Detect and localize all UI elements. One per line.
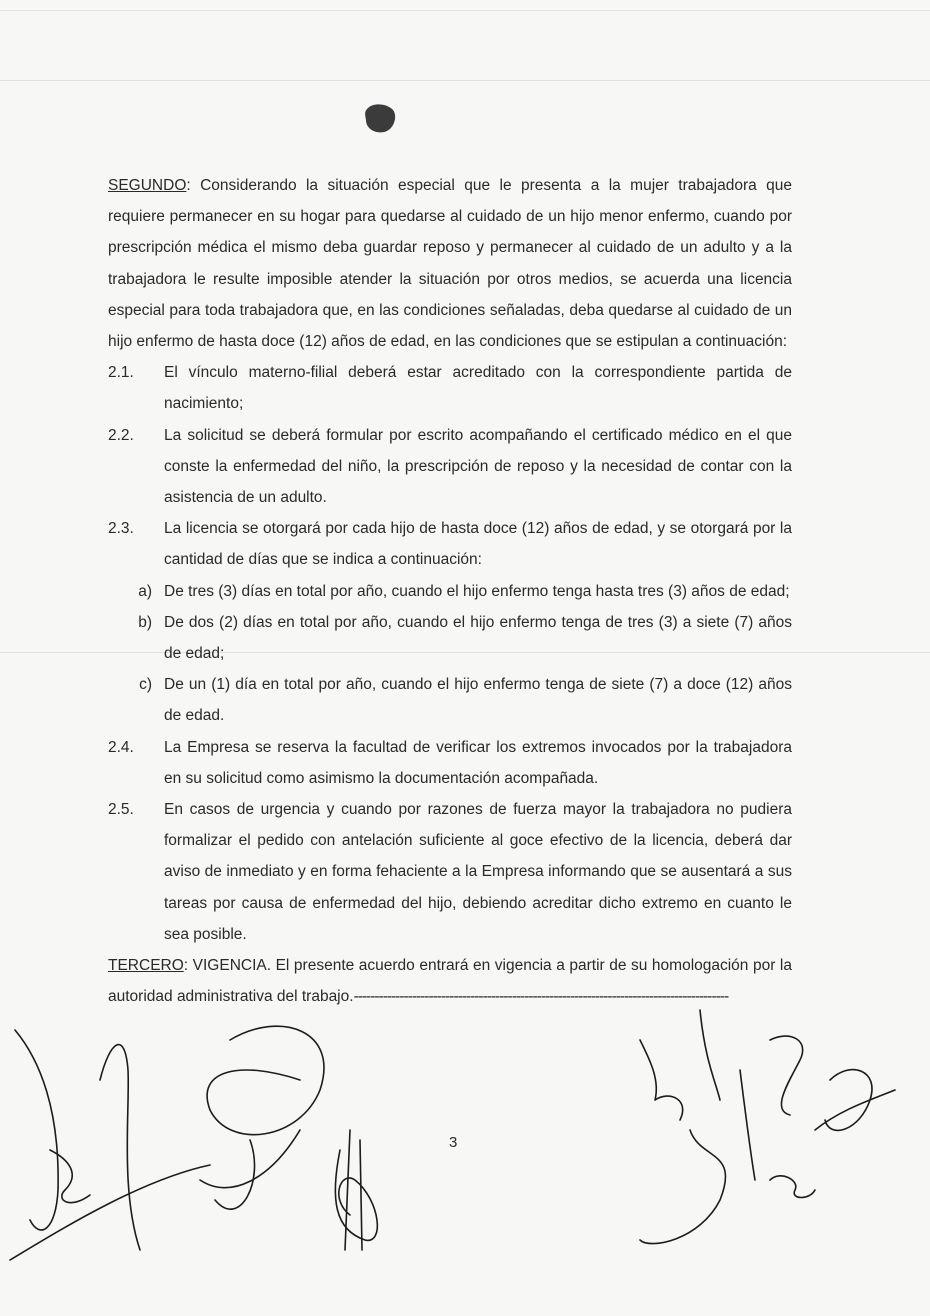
fill-dashes: ------------------------------------------------------------------------------------------ xyxy=(353,988,729,1006)
item-number: 2.4. xyxy=(108,738,134,756)
item-number: 2.2. xyxy=(108,426,134,444)
sub-item-letter: c) xyxy=(139,676,152,694)
section-three-subheading: VIGENCIA. xyxy=(192,957,272,975)
item-text: La licencia se otorgará por cada hijo de hasta doce (12) años de edad, y se otorgará por la cantidad de días que se indica a continuación: xyxy=(164,520,792,569)
sub-item-text: De tres (3) días en total por año, cuando el hijo enfermo tenga hasta tres (3) años de edad; xyxy=(164,582,790,600)
section-two-body: Considerando la situación especial que le presenta a la mujer trabajadora que requiere permanecer en su hogar para quedarse al cuidado de un hijo menor enfermo, cuando por prescripción médica el mismo deba guardar reposo y permanecer al cuidado de un adulto y a la trabajadora le resulte imposible atender la situación por otros medios, se acuerda una licencia especial para toda trabajadora que, en las condiciones señaladas, deba quedarse al cuidado de un hijo enfermo de hasta doce (12) años de edad, en las condiciones que se estipulan a continuación: xyxy=(108,177,792,351)
section-three-heading: TERCERO xyxy=(108,957,184,975)
item-number: 2.1. xyxy=(108,364,134,382)
sub-item-letter: b) xyxy=(138,613,152,631)
signature-right-3 xyxy=(770,1070,895,1198)
signature-left-2 xyxy=(200,1026,324,1209)
signature-left-3 xyxy=(335,1130,377,1250)
section-two-heading: SEGUNDO xyxy=(108,177,187,194)
item-text: El vínculo materno-filial deberá estar acreditado con la correspondiente partida de nacimiento; xyxy=(164,364,792,413)
page-number: 3 xyxy=(449,1134,458,1151)
item-number: 2.5. xyxy=(108,801,134,819)
sub-item-text: De un (1) día en total por año, cuando el hijo enfermo tenga de siete (7) a doce (12) años de edad. xyxy=(164,676,792,725)
item-text: En casos de urgencia y cuando por razones de fuerza mayor la trabajadora no pudiera formalizar el pedido con antelación suficiente al goce efectivo de la licencia, deberá dar aviso de inmediato y en forma fehaciente a la Empresa informando que se ausentará a sus tareas por causa de enfermedad del hijo, debiendo acreditar dicho extremo en cuanto le sea posible. xyxy=(164,801,792,943)
sub-item-text: De dos (2) días en total por año, cuando el hijo enfermo tenga de tres (3) a siete (7) años de edad; xyxy=(164,613,792,663)
signature-right-2 xyxy=(700,1010,803,1180)
section-three-body: El presente acuerdo entrará en vigencia a partir de su homologación por la autoridad administrativa del trabajo. xyxy=(108,957,792,1006)
signature-left-1 xyxy=(10,1030,210,1260)
signature-right-1 xyxy=(640,1040,726,1244)
item-text: La solicitud se deberá formular por escrito acompañando el certificado médico en el que conste la enfermedad del niño, la prescripción de reposo y la necesidad de contar con la asistencia de un adulto. xyxy=(164,426,792,507)
section-three-paragraph: TERCERO: VIGENCIA. El presente acuerdo entrará en vigencia a partir de su homologación por la autoridad administrativa del trabajo.------------------------------------------------------------------------------------------ xyxy=(108,957,792,1006)
sub-item-letter: a) xyxy=(138,582,152,600)
item-number: 2.3. xyxy=(108,520,134,538)
item-text: La Empresa se reserva la facultad de verificar los extremos invocados por la trabajadora en su solicitud como asimismo la documentación acompañada. xyxy=(164,738,792,787)
section-two-paragraph: SEGUNDO: Considerando la situación especial que le presenta a la mujer trabajadora que requiere permanecer en su hogar para quedarse al cuidado de un hijo menor enfermo, cuando por prescripción médica el mismo deba guardar reposo y permanecer al cuidado de un adulto y a la trabajadora le resulte imposible atender la situación por otros medios, se acuerda una licencia especial para toda trabajadora que, en las condiciones señaladas, deba quedarse al cuidado de un hijo enfermo de hasta doce (12) años de edad, en las condiciones que se estipulan a continuación: xyxy=(108,177,792,351)
